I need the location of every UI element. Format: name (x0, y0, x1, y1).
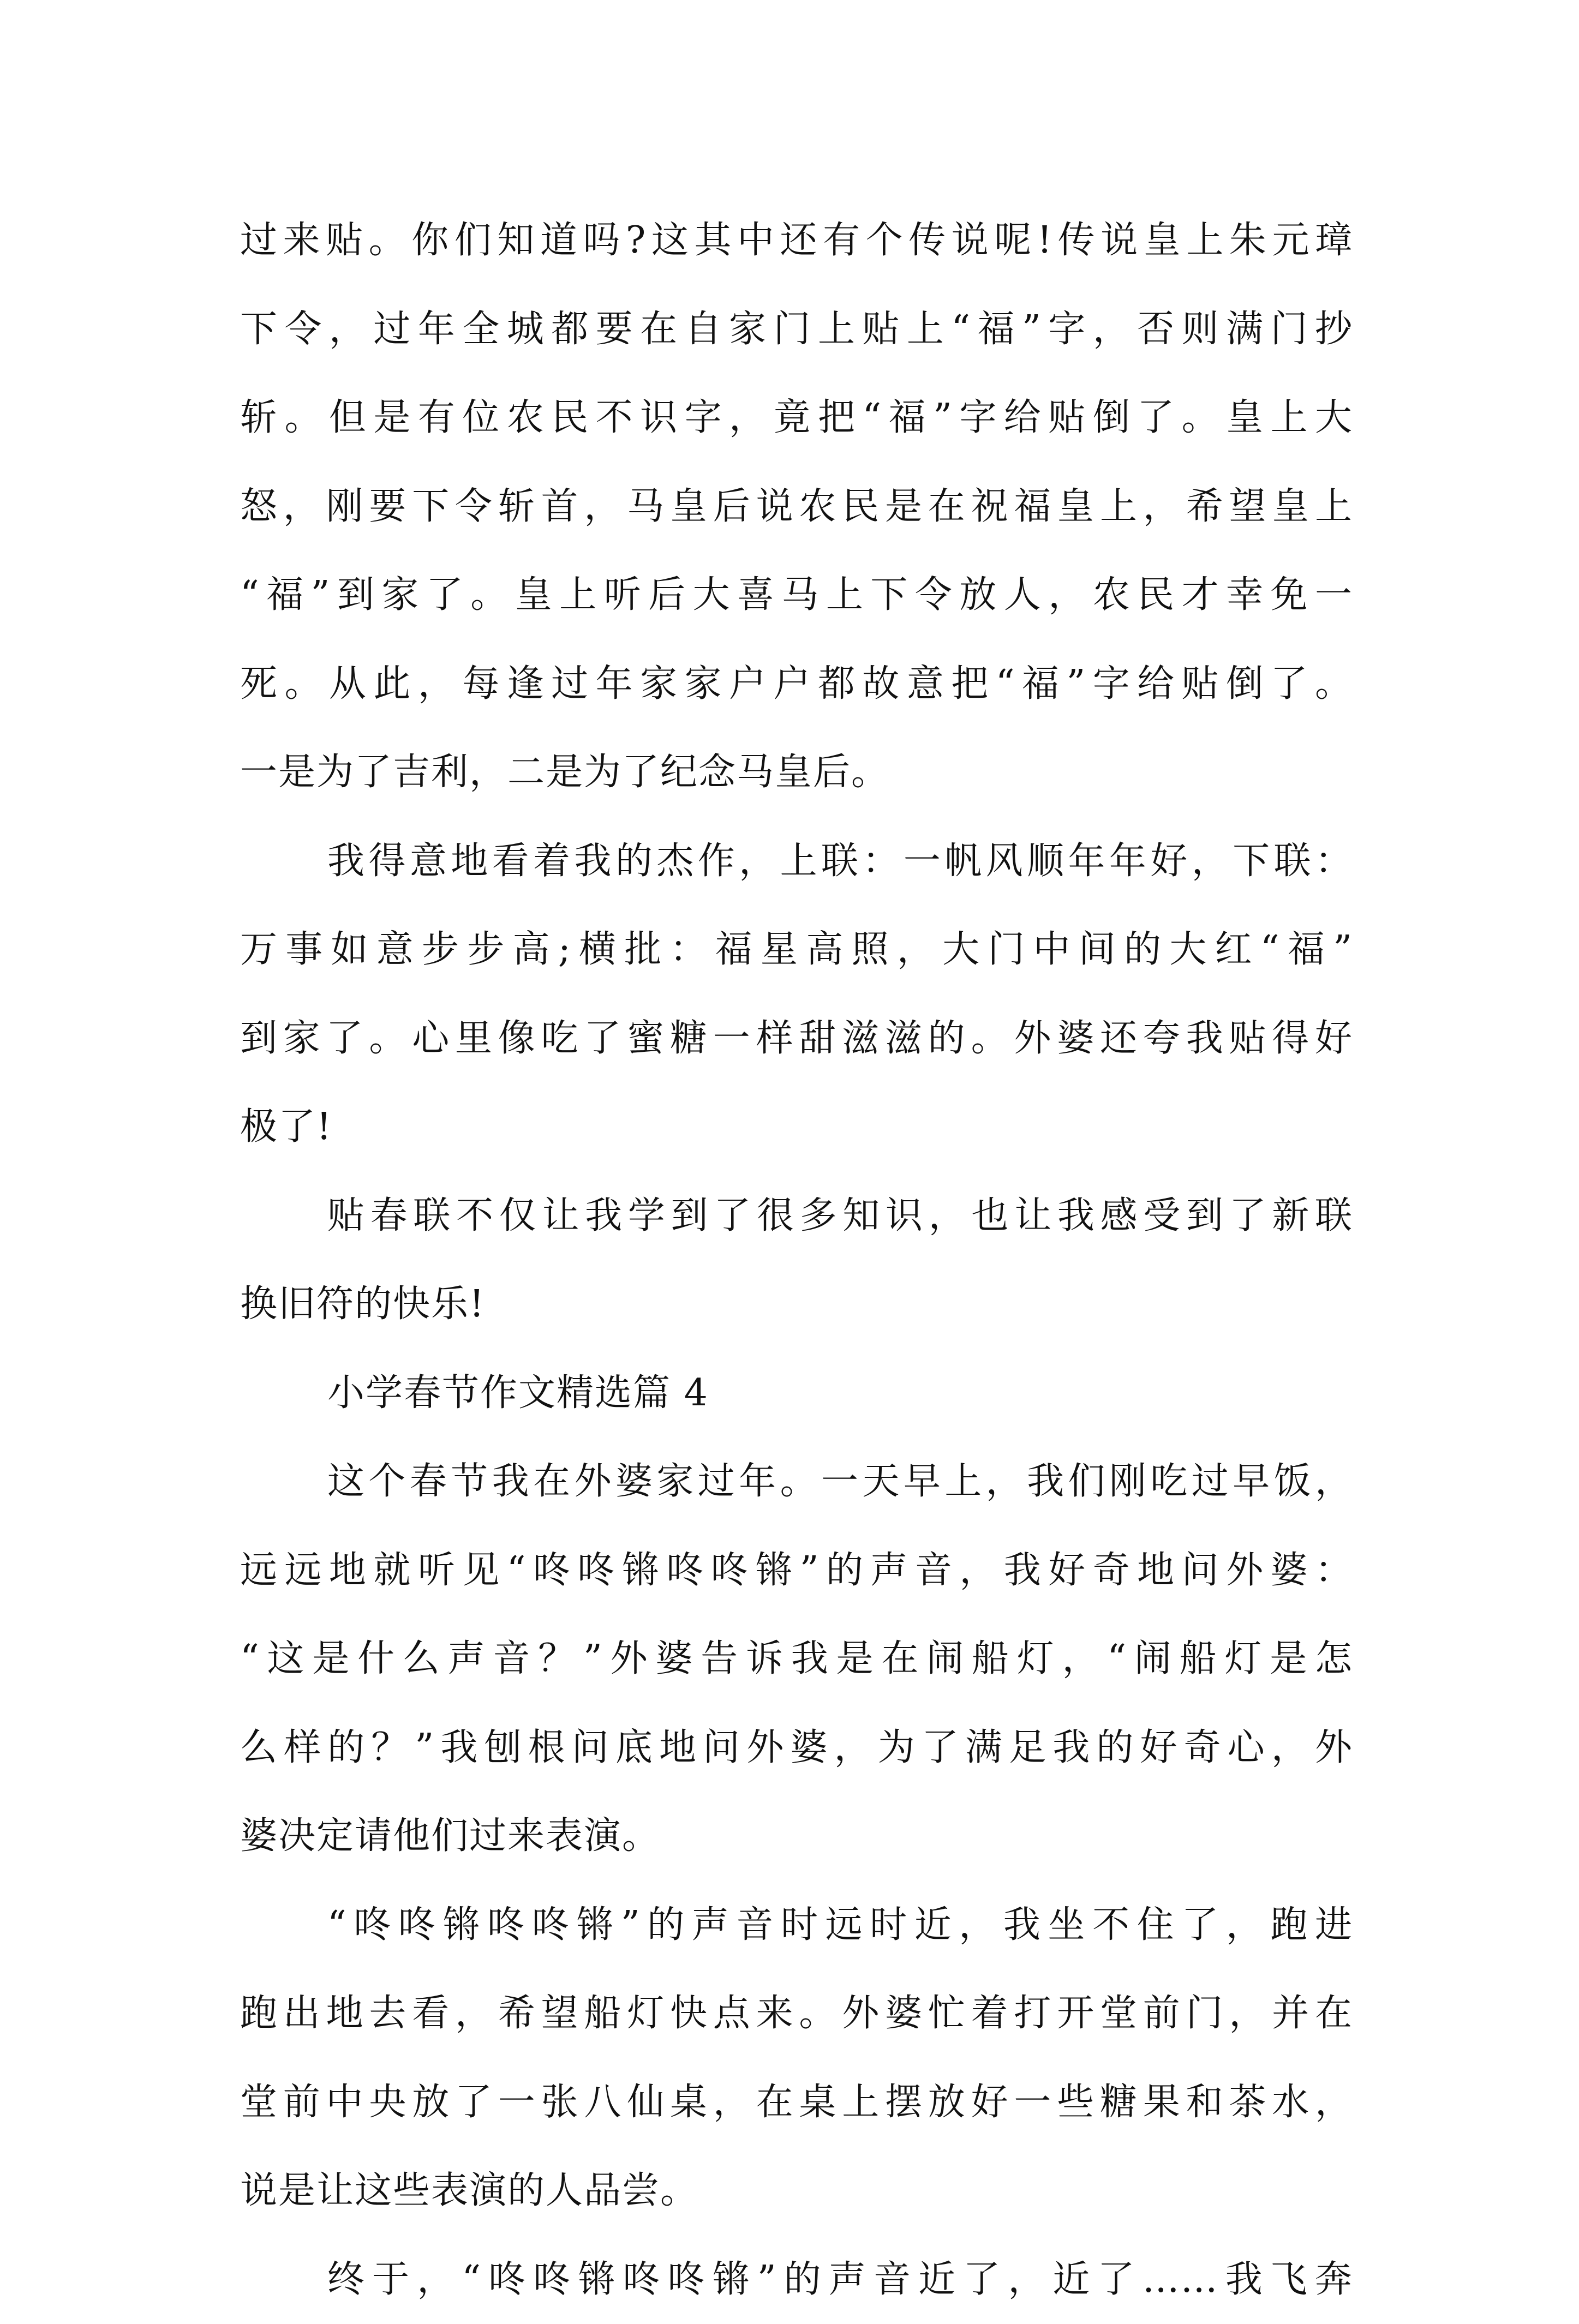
text-line: 过来贴。你们知道吗?这其中还有个传说呢!传说皇上朱元璋 (240, 196, 1353, 285)
paragraph-start-line: 我得意地看着我的杰作，上联：一帆风顺年年好，下联： (240, 817, 1353, 906)
text-line: 堂前中央放了一张八仙桌，在桌上摆放好一些糖果和茶水， (240, 2058, 1353, 2147)
text-line: “福”到家了。皇上听后大喜马上下令放人，农民才幸免一 (240, 551, 1353, 640)
text-line: 远远地就听见“咚咚锵咚咚锵”的声音，我好奇地问外婆： (240, 1526, 1353, 1615)
text-line: 婆决定请他们过来表演。 (240, 1792, 1353, 1881)
text-line: 斩。但是有位农民不识字，竟把“福”字给贴倒了。皇上大 (240, 374, 1353, 463)
text-line: 一是为了吉利，二是为了纪念马皇后。 (240, 728, 1353, 817)
text-line: 换旧符的快乐! (240, 1260, 1353, 1349)
section-heading: 小学春节作文精选篇 4 (240, 1349, 1353, 1438)
text-line: “这是什么声音？”外婆告诉我是在闹船灯，“闹船灯是怎 (240, 1615, 1353, 1704)
text-line: 怒，刚要下令斩首，马皇后说农民是在祝福皇上，希望皇上 (240, 463, 1353, 552)
text-line: 跑出地去看，希望船灯快点来。外婆忙着打开堂前门，并在 (240, 1969, 1353, 2058)
text-line: 说是让这些表演的人品尝。 (240, 2147, 1353, 2236)
text-line: 下令，过年全城都要在自家门上贴上“福”字，否则满门抄 (240, 285, 1353, 374)
text-line: 到家了。心里像吃了蜜糖一样甜滋滋的。外婆还夸我贴得好 (240, 995, 1353, 1083)
paragraph-start-line: “咚咚锵咚咚锵”的声音时远时近，我坐不住了，跑进 (240, 1881, 1353, 1970)
text-line: 么样的？”我刨根问底地问外婆，为了满足我的好奇心，外 (240, 1704, 1353, 1793)
article-body (240, 196, 1353, 2324)
paragraph-start-line: 这个春节我在外婆家过年。一天早上，我们刚吃过早饭， (240, 1437, 1353, 1526)
paragraph-start-line: 贴春联不仅让我学到了很多知识，也让我感受到了新联 (240, 1172, 1353, 1261)
text-line: 极了! (240, 1083, 1353, 1172)
paragraph-start-line: 终于，“咚咚锵咚咚锵”的声音近了，近了……我飞奔 (240, 2236, 1353, 2324)
text-line: 万事如意步步高;横批：福星高照，大门中间的大红“福” (240, 906, 1353, 995)
text-line: 死。从此，每逢过年家家户户都故意把“福”字给贴倒了。 (240, 640, 1353, 729)
